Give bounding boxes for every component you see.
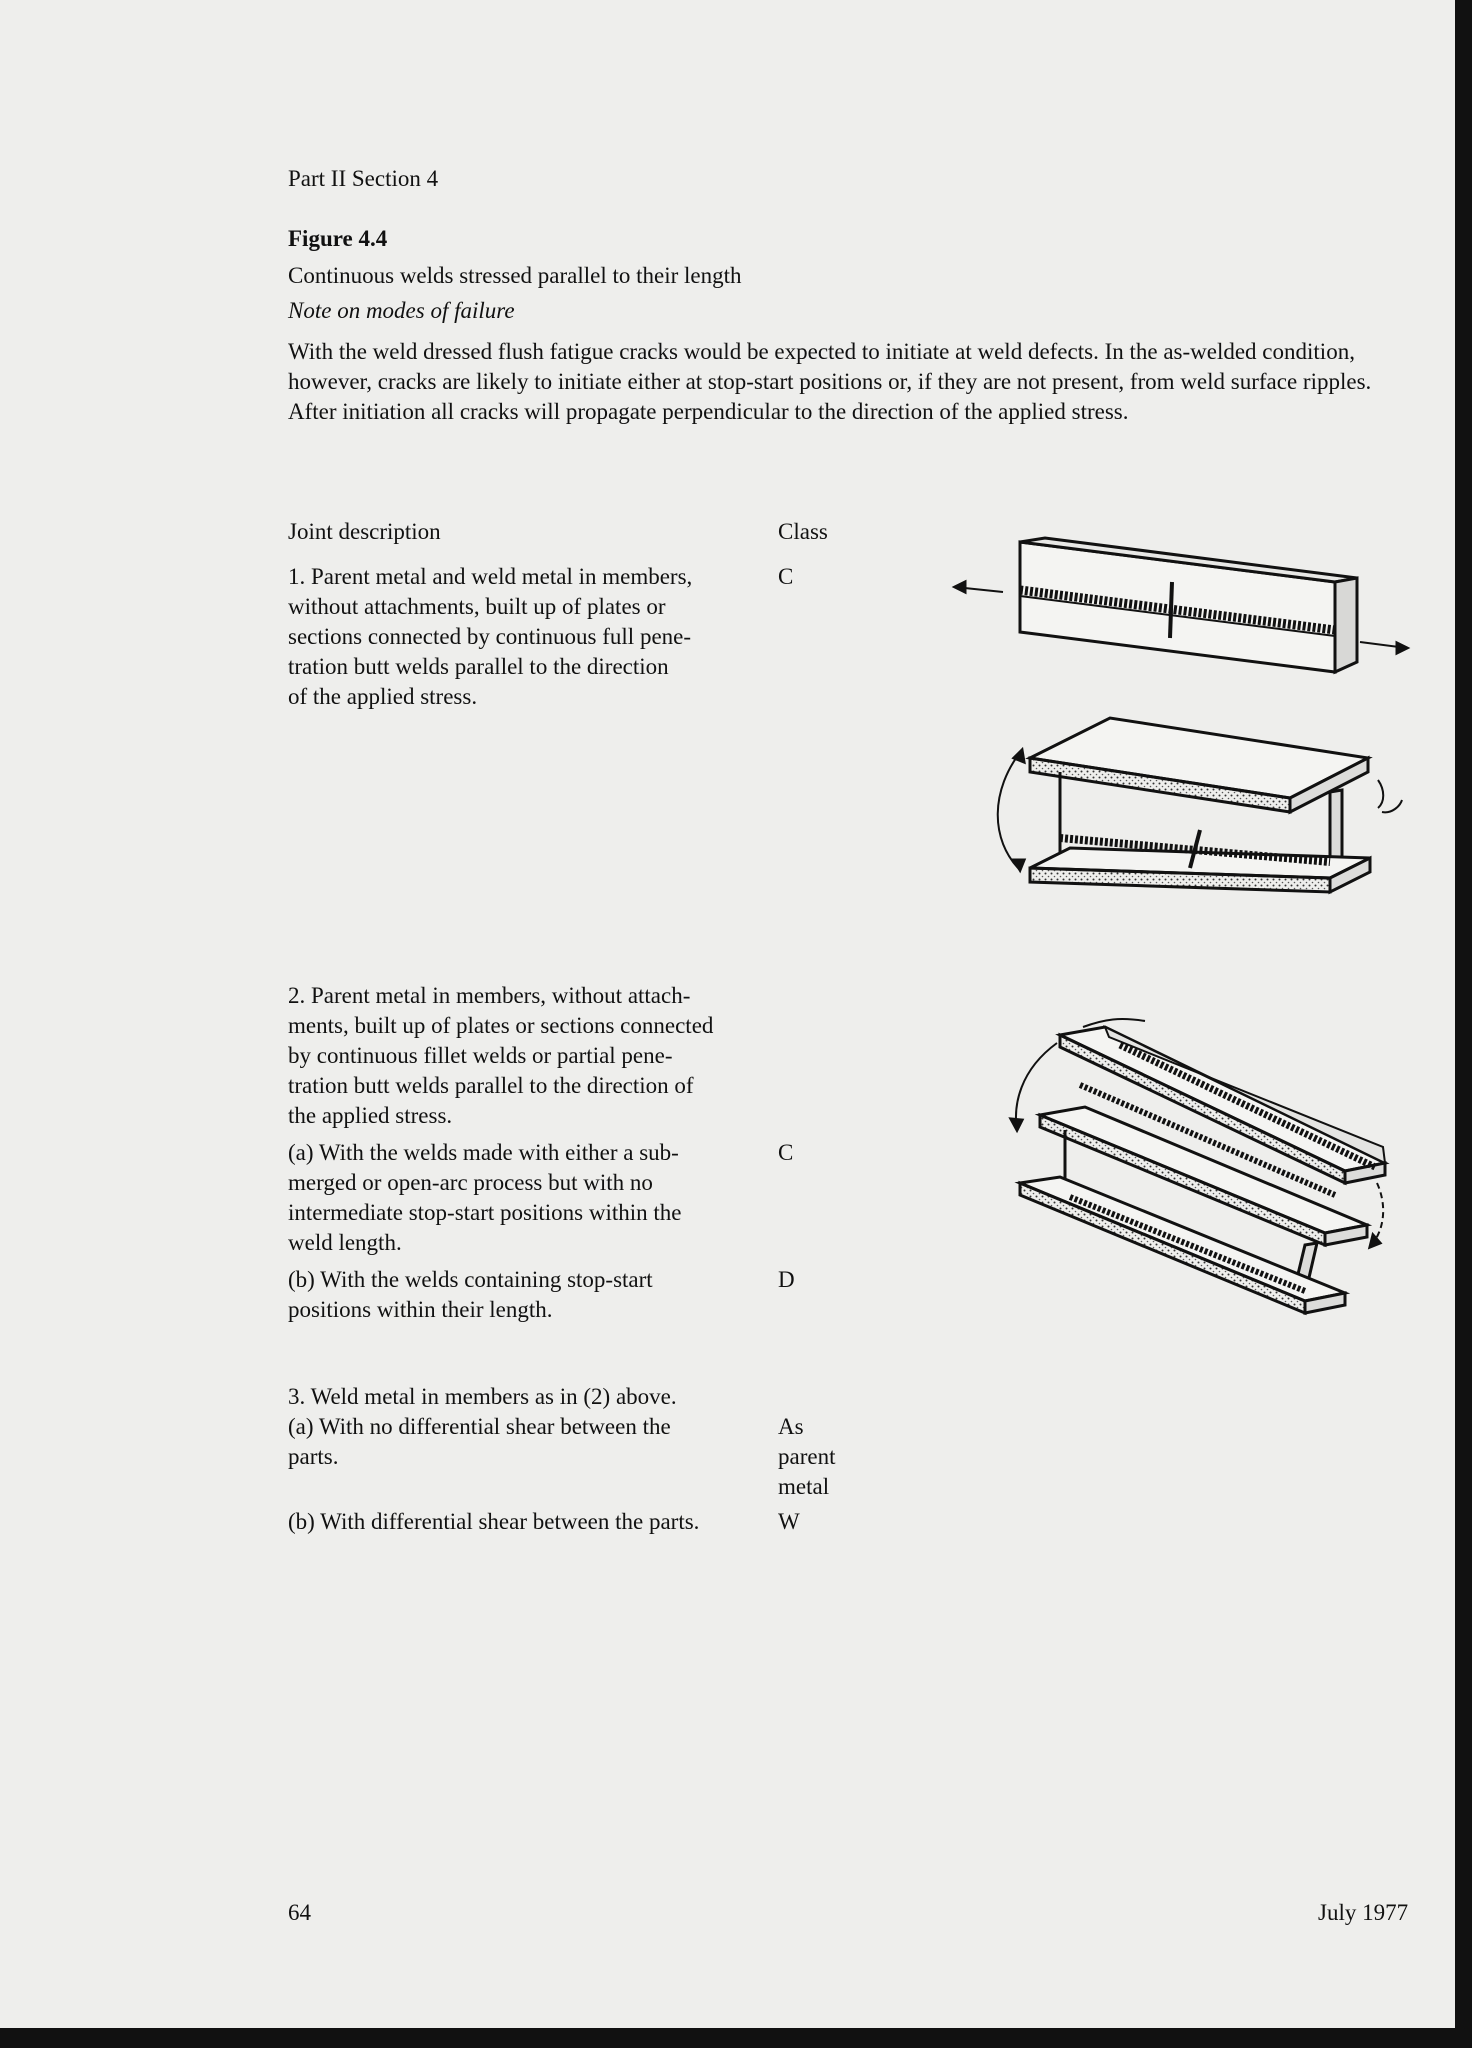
column-heading-class: Class bbox=[778, 519, 828, 544]
class-item-2b: D bbox=[778, 1267, 795, 1292]
figure-caption: Continuous welds stressed parallel to their length bbox=[288, 263, 742, 288]
figure-title: Figure 4.4 bbox=[288, 226, 388, 251]
column-heading-joint: Joint description bbox=[288, 519, 441, 544]
joint-item-3b: (b) With differential shear between the parts. bbox=[288, 1509, 700, 1534]
class-item-3b: W bbox=[778, 1509, 800, 1534]
page-number: 64 bbox=[288, 1900, 311, 1925]
class-item-1: C bbox=[778, 564, 794, 589]
fillet-weld-i-section-diagram bbox=[1005, 1015, 1415, 1310]
butt-weld-plate-diagram bbox=[945, 530, 1415, 690]
class-item-3a: As parent metal bbox=[778, 1414, 836, 1499]
section-heading: Part II Section 4 bbox=[288, 166, 439, 191]
class-item-2a: C bbox=[778, 1140, 794, 1165]
joint-item-2b: (b) With the welds containing stop-start positions within their length. bbox=[288, 1267, 653, 1322]
joint-item-3: 3. Weld metal in members as in (2) above. bbox=[288, 1384, 677, 1409]
note-paragraph: With the weld dressed flush fatigue cracks would be expected to initiate at weld defects. In the as-welded condition, however, cracks are likely to initiate either at stop-start positions or, if they are not present, from weld surface ripples. After initiation all cracks will propagate perpendicular to the direction of the applied stress. bbox=[288, 339, 1372, 424]
joint-item-2: 2. Parent metal in members, without attach- ments, built up of plates or sections connected by continuous fillet welds or partial pene- tration butt welds parallel to the direction of the applied stress. bbox=[288, 983, 714, 1128]
note-heading: Note on modes of failure bbox=[288, 298, 515, 323]
joint-item-3a: (a) With no differential shear between the parts. bbox=[288, 1414, 671, 1469]
joint-item-2a: (a) With the welds made with either a sub- merged or open-arc process but with no intermediate stop-start positions within the weld length. bbox=[288, 1140, 682, 1255]
joint-item-1: 1. Parent metal and weld metal in members, without attachments, built up of plates or sections connected by continuous full pene- tration butt welds parallel to the direction of the applied stress. bbox=[288, 564, 693, 709]
butt-weld-i-section-diagram bbox=[990, 710, 1420, 920]
publication-date: July 1977 bbox=[1318, 1900, 1409, 1925]
